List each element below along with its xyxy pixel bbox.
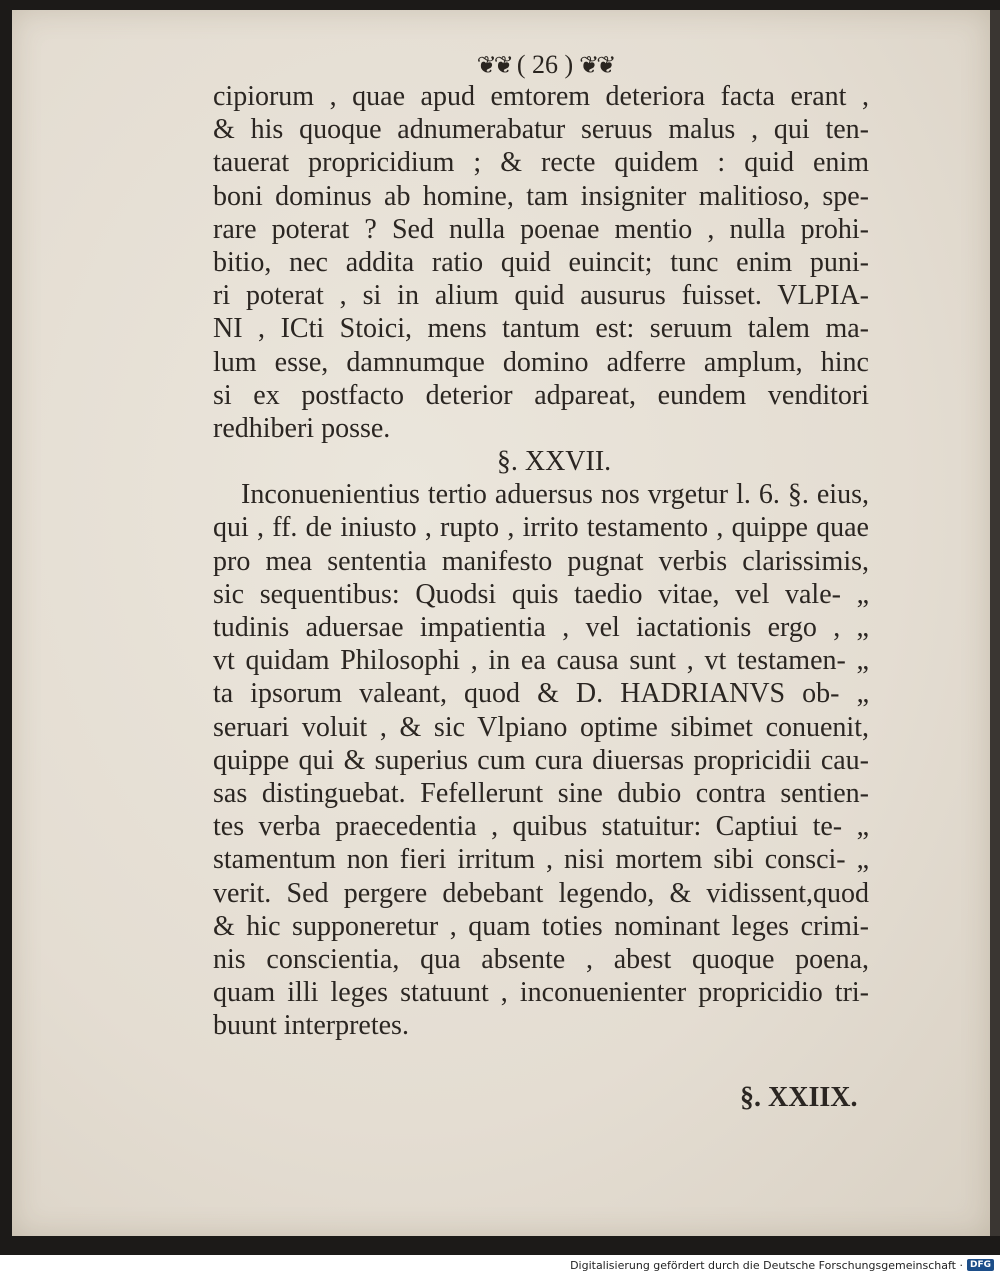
text-line: redhiberi posse.: [213, 412, 391, 444]
text-line: pro mea sententia manifesto pugnat verbis clarissimis,: [213, 545, 869, 577]
ornament-left-icon: ❦❦: [476, 52, 511, 79]
footer-bar: [0, 1255, 1000, 1275]
text-line: rare poterat ? Sed nulla poenae mentio , nulla prohi-: [213, 213, 869, 245]
text-line: NI , ICti Stoici, mens tantum est: seruum talem ma-: [213, 313, 869, 345]
text-line: ta ipsorum valeant, quod & D. HADRIANVS ob- „: [213, 678, 869, 710]
text-line: & his quoque adnumerabatur seruus malus , qui ten-: [213, 114, 869, 146]
text-line: Inconuenientius tertio aduersus nos vrgetur l. 6. §. eius,: [241, 479, 869, 511]
text-line: & hic supponeretur , quam toties nominant leges crimi-: [213, 910, 869, 942]
text-line: verit. Sed pergere debebant legendo, & vidissent,quod: [213, 877, 869, 909]
footer-credit: Digitalisierung gefördert durch die Deutsche Forschungsgemeinschaft ·: [570, 1258, 963, 1272]
text-line: tauerat propricidium ; & recte quidem : quid enim: [213, 147, 869, 179]
text-line: vt quidam Philosophi , in ea causa sunt , vt testamen- „: [213, 645, 869, 677]
page-header: [455, 48, 635, 82]
text-line: cipiorum , quae apud emtorem deteriora facta erant ,: [213, 81, 869, 112]
text-line: quam illi leges statuunt , inconuenienter propricidio tri-: [213, 977, 869, 1009]
text-line: ri poterat , si in alium quid ausurus fuisset. VLPIA-: [213, 280, 869, 312]
text-line: quippe qui & superius cum cura diuersas propricidii cau-: [213, 744, 869, 776]
page-number: ( 26 ): [516, 50, 574, 79]
text-body: [213, 80, 869, 1042]
text-line: seruari voluit , & sic Vlpiano optime sibimet conuenit,: [213, 711, 869, 743]
text-line: §. XXVII.: [496, 446, 612, 478]
text-line: nis conscientia, qua absente , abest quoque poena,: [213, 943, 869, 975]
text-line: qui , ff. de iniusto , rupto , irrito testamento , quippe quae: [213, 512, 869, 544]
text-line: tes verba praecedentia , quibus statuitur: Captiui te- „: [213, 811, 869, 843]
catchword: §. XXIIX.: [740, 1082, 858, 1113]
dfg-logo-icon: DFG: [967, 1259, 994, 1271]
book-spine: [990, 10, 1000, 1236]
text-line: lum esse, damnumque domino adferre amplum, hinc: [213, 346, 869, 378]
text-line: tudinis aduersae impatientia , vel iactationis ergo , „: [213, 612, 869, 643]
text-line: sic sequentibus: Quodsi quis taedio vitae, vel vale- „: [213, 578, 869, 610]
text-line: sas distinguebat. Fefellerunt sine dubio contra sentien-: [213, 777, 869, 809]
text-line: si ex postfacto deterior adpareat, eundem venditori: [213, 379, 869, 411]
ornament-right-icon: ❦❦: [579, 52, 614, 79]
text-line: boni dominus ab homine, tam insigniter malitioso, spe-: [213, 180, 869, 212]
text-line: stamentum non fieri irritum , nisi mortem sibi consci- „: [213, 844, 869, 876]
text-line: buunt interpretes.: [213, 1010, 409, 1042]
text-line: bitio, nec addita ratio quid euincit; tunc enim puni-: [213, 246, 869, 278]
